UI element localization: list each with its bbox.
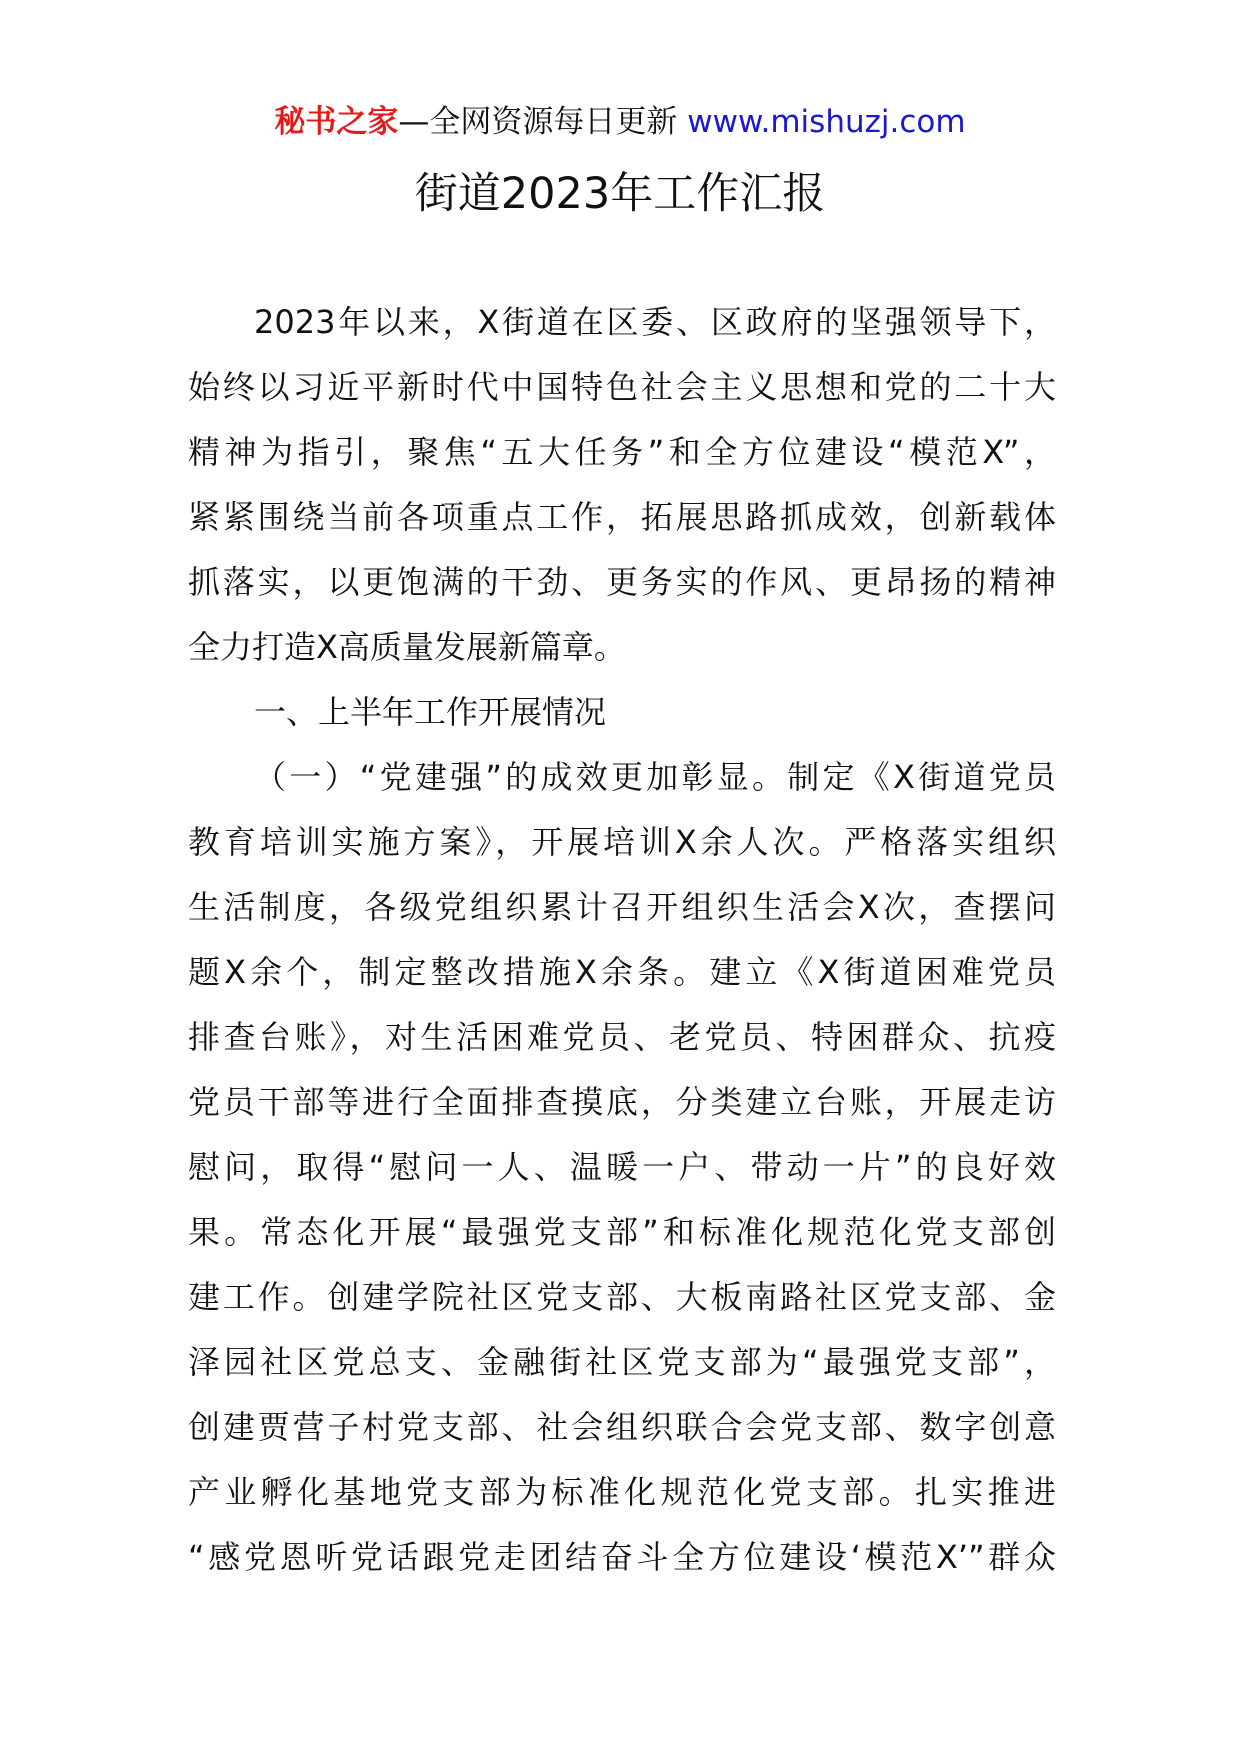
site-url-link[interactable]: www.mishuzj.com xyxy=(687,104,966,140)
text-line: 排查台账》，对生活困难党员、老党员、特困群众、抗疫 xyxy=(188,1018,1056,1056)
text-line: “感党恩听党话跟党走团结奋斗全方位建设‘模范X’”群众 xyxy=(188,1538,1056,1576)
text-line: 抓落实，以更饱满的干劲、更务实的作风、更昂扬的精神 xyxy=(188,563,1056,601)
text-line: 产业孵化基地党支部为标准化规范化党支部。扎实推进 xyxy=(188,1473,1056,1511)
site-banner xyxy=(0,100,1240,144)
text-line: 精神为指引，聚焦“五大任务”和全方位建设“模范X”， xyxy=(188,433,1056,471)
document-body xyxy=(188,290,1056,1590)
text-line: 生活制度，各级党组织累计召开组织生活会X次，查摆问 xyxy=(188,888,1056,926)
paragraph xyxy=(188,290,1056,680)
paragraph xyxy=(188,680,1056,745)
text-line: （一）“党建强”的成效更加彰显。制定《X街道党员 xyxy=(254,758,1056,796)
text-line: 2023年以来，X街道在区委、区政府的坚强领导下， xyxy=(254,303,1056,341)
text-line: 始终以习近平新时代中国特色社会主义思想和党的二十大 xyxy=(188,368,1056,406)
text-line: 党员干部等进行全面排查摸底，分类建立台账，开展走访 xyxy=(188,1083,1056,1121)
banner-tagline: —全网资源每日更新 xyxy=(398,104,688,140)
brand-name: 秘书之家 xyxy=(274,104,399,140)
text-line: 全力打造X高质量发展新篇章。 xyxy=(188,628,626,666)
paragraph xyxy=(188,745,1056,1590)
text-line: 泽园社区党总支、金融街社区党支部为“最强党支部”， xyxy=(188,1343,1056,1381)
text-line: 慰问，取得“慰问一人、温暖一户、带动一片”的良好效 xyxy=(188,1148,1056,1186)
text-line: 紧紧围绕当前各项重点工作，拓展思路抓成效，创新载体 xyxy=(188,498,1056,536)
text-line: 创建贾营子村党支部、社会组织联合会党支部、数字创意 xyxy=(188,1408,1056,1446)
text-line: 教育培训实施方案》，开展培训X余人次。严格落实组织 xyxy=(188,823,1056,861)
document-title: 街道2023年工作汇报 xyxy=(414,169,826,219)
text-line: 建工作。创建学院社区党支部、大板南路社区党支部、金 xyxy=(188,1278,1056,1316)
text-line: 一、上半年工作开展情况 xyxy=(254,693,607,731)
text-line: 题X余个，制定整改措施X余条。建立《X街道困难党员 xyxy=(188,953,1056,991)
text-line: 果。常态化开展“最强党支部”和标准化规范化党支部创 xyxy=(188,1213,1056,1251)
